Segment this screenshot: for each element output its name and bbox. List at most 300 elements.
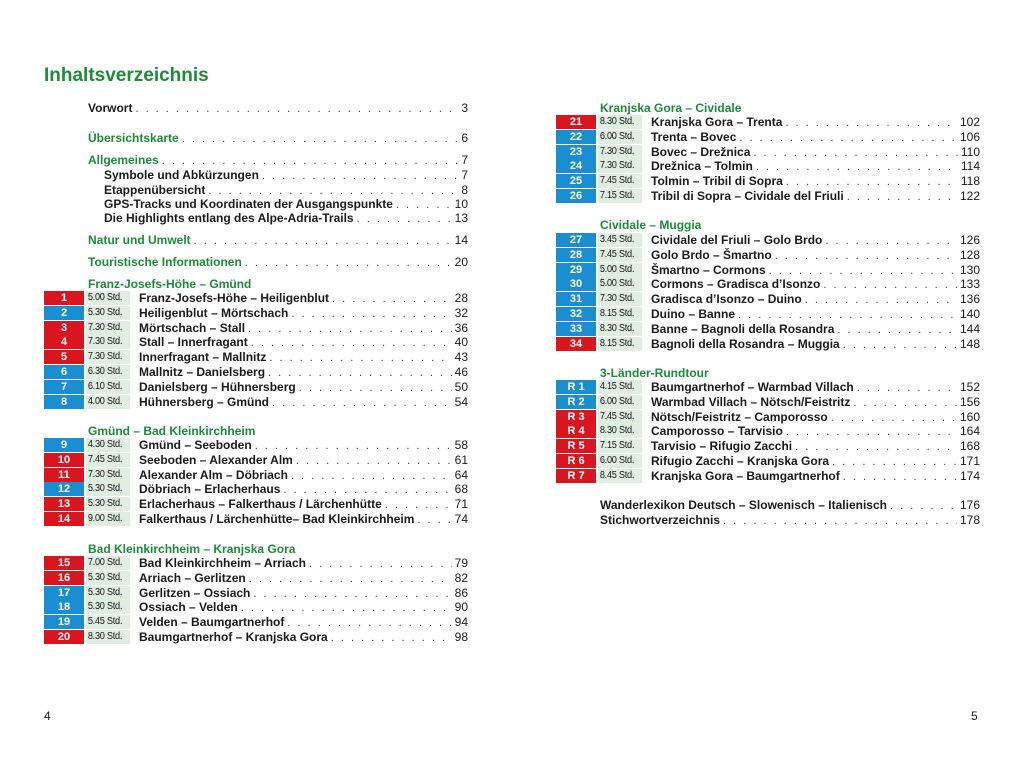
stage-route-entry (139, 586, 468, 601)
stage-route-entry (651, 130, 980, 145)
stage-row (44, 438, 468, 453)
leader-dots (309, 557, 452, 571)
stage-row (556, 322, 980, 337)
stage-row (44, 365, 468, 380)
leader-dots (753, 146, 957, 160)
toc-entry-page: 8 (461, 183, 468, 197)
stage-route-entry (139, 630, 468, 645)
stage-number-badge: R 4 (556, 424, 596, 438)
toc-subentry (104, 183, 468, 198)
toc-entry (88, 255, 468, 270)
stage-duration: 7.45 Std. (598, 174, 642, 188)
stage-page: 79 (454, 556, 468, 570)
leader-dots (248, 322, 452, 336)
stage-duration: 7.30 Std. (86, 321, 130, 335)
stage-page: 136 (959, 292, 980, 306)
stage-route-entry (139, 556, 468, 571)
stage-route-entry (139, 350, 468, 365)
leader-dots (272, 396, 452, 410)
leader-dots (843, 338, 957, 352)
stage-row (556, 277, 980, 292)
stage-number-badge: 33 (556, 322, 596, 336)
stage-number-badge: 18 (44, 600, 84, 614)
stage-duration: 8.45 Std. (598, 469, 642, 483)
stage-duration: 7.30 Std. (598, 292, 642, 306)
stage-route-entry (651, 410, 980, 425)
stage-number-badge: 14 (44, 512, 84, 526)
stage-route-entry (651, 159, 980, 174)
stage-route: Camporosso – Tarvisio (651, 424, 783, 438)
section-heading: Kranjska Gora – Cividale (600, 101, 742, 115)
stage-duration: 7.45 Std. (86, 453, 130, 467)
stage-page: 174 (959, 469, 980, 483)
stage-duration: 6.00 Std. (598, 454, 642, 468)
stage-route: Velden – Baumgartnerhof (139, 615, 285, 629)
stage-route-entry (651, 454, 980, 469)
toc-entry-page: 7 (461, 168, 468, 182)
stage-route: Baumgartnerhof – Warmbad Villach (651, 380, 854, 394)
leader-dots (837, 323, 957, 337)
stage-page: 54 (454, 395, 468, 409)
stage-number-badge: 4 (44, 335, 84, 349)
stage-row (556, 189, 980, 204)
stage-route: Cividale del Friuli – Golo Brdo (651, 233, 823, 247)
stage-route: Tolmin – Tribil di Sopra (651, 174, 783, 188)
stage-number-badge: R 6 (556, 454, 596, 468)
stage-route: Danielsberg – Hühnersberg (139, 380, 296, 394)
toc-entry-title: Symbole und Abkürzungen (104, 168, 259, 182)
stage-page: 58 (454, 438, 468, 452)
stage-number-badge: 5 (44, 350, 84, 364)
stage-route: Mallnitz – Danielsberg (139, 365, 266, 379)
stage-route: Mörtschach – Stall (139, 321, 246, 335)
stage-duration: 7.45 Std. (598, 410, 642, 424)
leader-dots (825, 234, 957, 248)
toc-entry-title: Vorwort (88, 101, 133, 115)
stage-row (556, 410, 980, 425)
stage-number-badge: 24 (556, 159, 596, 173)
stage-duration: 6.00 Std. (598, 130, 642, 144)
leader-dots (795, 440, 957, 454)
stage-row (556, 454, 980, 469)
leader-dots (723, 514, 957, 529)
stage-route-entry (651, 424, 980, 439)
stage-page: 28 (454, 291, 468, 305)
stage-route: Banne – Bagnoli della Rosandra (651, 322, 835, 336)
stage-row (556, 439, 980, 454)
leader-dots (786, 425, 957, 439)
stage-page: 164 (959, 424, 980, 438)
stage-page: 156 (959, 395, 980, 409)
toc-entry (88, 131, 468, 146)
stage-route: Franz-Josefs-Höhe – Heiligenblut (139, 291, 330, 305)
stage-page: 152 (959, 380, 980, 394)
stage-number-badge: 23 (556, 145, 596, 159)
stage-route: Falkerthaus / Lärchenhütte– Bad Kleinkirchheim (139, 512, 415, 526)
stage-row (556, 292, 980, 307)
stage-row (44, 615, 468, 630)
leader-dots (785, 116, 957, 130)
stage-page: 106 (959, 130, 980, 144)
stage-row (556, 233, 980, 248)
stage-duration: 5.30 Std. (86, 571, 130, 585)
stage-route-entry (139, 497, 468, 512)
leader-dots (269, 351, 451, 365)
stage-duration: 7.30 Std. (86, 335, 130, 349)
leader-dots (769, 264, 957, 278)
stage-row (556, 115, 980, 130)
stage-number-badge: R 5 (556, 439, 596, 453)
stage-route: Drežnica – Tolmin (651, 159, 753, 173)
stage-number-badge: 34 (556, 337, 596, 351)
stage-route: Döbriach – Erlacherhaus (139, 482, 281, 496)
stage-route-entry (139, 482, 468, 497)
stage-page: 130 (959, 263, 980, 277)
stage-page: 171 (959, 454, 980, 468)
page-number-right: 5 (971, 709, 978, 723)
leader-dots (262, 169, 458, 184)
toc-entry-title: Touristische Informationen (88, 255, 242, 269)
stage-number-badge: R 2 (556, 395, 596, 409)
stage-row (556, 145, 980, 160)
stage-route-entry (139, 615, 468, 630)
stage-row (556, 337, 980, 352)
stage-row (556, 307, 980, 322)
toc-entry-page: 176 (959, 498, 980, 512)
stage-duration: 9.00 Std. (86, 512, 130, 526)
leader-dots (890, 499, 957, 514)
stage-row (556, 248, 980, 263)
stage-route-entry (651, 307, 980, 322)
stage-row (44, 335, 468, 350)
stage-page: 144 (959, 322, 980, 336)
stage-route-entry (651, 174, 980, 189)
stage-row (44, 600, 468, 615)
leader-dots (182, 132, 459, 147)
stage-route: Alexander Alm – Döbriach (139, 468, 288, 482)
stage-route: Arriach – Gerlitzen (139, 571, 246, 585)
stage-route-entry (651, 469, 980, 484)
stage-page: 118 (960, 174, 980, 188)
stage-page: 94 (454, 615, 468, 629)
stage-page: 32 (454, 306, 468, 320)
stage-route: Rifugio Zacchi – Kranjska Gora (651, 454, 830, 468)
stage-row (44, 468, 468, 483)
stage-page: 160 (959, 410, 980, 424)
stage-duration: 7.15 Std. (598, 189, 642, 203)
stage-duration: 7.30 Std. (86, 468, 130, 482)
stage-route-entry (651, 277, 980, 292)
stage-route: Trenta – Bovec (651, 130, 737, 144)
stage-route: Cormons – Gradisca d’Isonzo (651, 277, 821, 291)
stage-page: 122 (959, 189, 980, 203)
stage-duration: 3.45 Std. (598, 233, 642, 247)
stage-route: Innerfragant – Mallnitz (139, 350, 267, 364)
stage-number-badge: 6 (44, 365, 84, 379)
stage-row (44, 482, 468, 497)
stage-route: Baumgartnerhof – Kranjska Gora (139, 630, 328, 644)
stage-duration: 5.00 Std. (598, 277, 642, 291)
stage-number-badge: 32 (556, 307, 596, 321)
section-heading: 3-Länder-Rundtour (600, 366, 709, 380)
stage-duration: 8.30 Std. (86, 630, 130, 644)
stage-number-badge: 17 (44, 586, 84, 600)
toc-entry-title: Etappenübersicht (104, 183, 206, 197)
stage-route: Kranjska Gora – Baumgartnerhof (651, 469, 840, 483)
stage-page: 128 (959, 248, 980, 262)
stage-route-entry (139, 395, 468, 410)
stage-route: Ossiach – Velden (139, 600, 238, 614)
leader-dots (823, 278, 957, 292)
stage-duration: 6.10 Std. (86, 380, 130, 394)
stage-number-badge: 29 (556, 263, 596, 277)
stage-number-badge: R 3 (556, 410, 596, 424)
stage-route-entry (651, 189, 980, 204)
toc-entry-page: 178 (959, 513, 980, 527)
toc-entry (88, 101, 468, 116)
toc-entry-page: 10 (454, 197, 468, 211)
stage-number-badge: 9 (44, 438, 84, 452)
stage-row (556, 263, 980, 278)
stage-duration: 7.30 Std. (598, 159, 642, 173)
stage-route: Kranjska Gora – Trenta (651, 115, 783, 129)
stage-route-entry (139, 291, 468, 306)
stage-route-entry (139, 453, 468, 468)
stage-route: Gradisca d’Isonzo – Duino (651, 292, 802, 306)
stage-duration: 5.45 Std. (86, 615, 130, 629)
stage-route-entry (139, 512, 468, 527)
toc-entry (600, 498, 980, 513)
toc-entry-title: Wanderlexikon Deutsch – Slowenisch – Italienisch (600, 498, 887, 512)
leader-dots (299, 381, 452, 395)
stage-number-badge: 2 (44, 306, 84, 320)
stage-route: Gerlitzen – Ossiach (139, 586, 251, 600)
stage-route-entry (139, 600, 468, 615)
stage-row (556, 380, 980, 395)
leader-dots (251, 336, 452, 350)
stage-route-entry (651, 322, 980, 337)
leader-dots (357, 212, 452, 227)
section-heading: Bad Kleinkirchheim – Kranjska Gora (88, 542, 296, 556)
stage-route: Seeboden – Alexander Alm (139, 453, 293, 467)
leader-dots (786, 175, 958, 189)
leader-dots (832, 455, 957, 469)
stage-row (44, 321, 468, 336)
toc-subentry (104, 168, 468, 183)
leader-dots (775, 249, 957, 263)
stage-row (44, 395, 468, 410)
stage-number-badge: R 7 (556, 469, 596, 483)
stage-number-badge: 30 (556, 277, 596, 291)
stage-page: 40 (454, 335, 468, 349)
stage-number-badge: 25 (556, 174, 596, 188)
toc-entry-title: Die Highlights entlang des Alpe-Adria-Trails (104, 211, 354, 225)
toc-entry-title: GPS-Tracks und Koordinaten der Ausgangspunkte (104, 197, 393, 211)
stage-number-badge: 20 (44, 630, 84, 644)
leader-dots (255, 439, 452, 453)
leader-dots (291, 307, 451, 321)
stage-row (44, 556, 468, 571)
stage-duration: 5.30 Std. (86, 586, 130, 600)
stage-page: 50 (454, 380, 468, 394)
stage-route-entry (139, 468, 468, 483)
stage-route-entry (651, 233, 980, 248)
toc-subentry (104, 211, 468, 226)
stage-duration: 8.30 Std. (598, 322, 642, 336)
stage-duration: 7.30 Std. (86, 350, 130, 364)
stage-number-badge: 3 (44, 321, 84, 335)
stage-route-entry (651, 292, 980, 307)
stage-page: 36 (454, 321, 468, 335)
stage-page: 168 (959, 439, 980, 453)
leader-dots (417, 513, 451, 527)
stage-route-entry (139, 321, 468, 336)
stage-route-entry (139, 306, 468, 321)
leader-dots (332, 292, 452, 306)
stage-route: Erlacherhaus – Falkerthaus / Lärchenhütte (139, 497, 382, 511)
toc-entry-title: Übersichtskarte (88, 131, 179, 145)
stage-duration: 7.45 Std. (598, 248, 642, 262)
section-heading: Franz-Josefs-Höhe – Gmünd (88, 277, 252, 291)
stage-row (44, 630, 468, 645)
stage-number-badge: 1 (44, 291, 84, 305)
stage-row (44, 380, 468, 395)
stage-route: Bad Kleinkirchheim – Arriach (139, 556, 306, 570)
stage-duration: 8.15 Std. (598, 307, 642, 321)
toc-entry-page: 14 (454, 233, 468, 247)
stage-page: 64 (454, 468, 468, 482)
stage-row (44, 350, 468, 365)
leader-dots (385, 498, 452, 512)
stage-route-entry (139, 438, 468, 453)
stage-route: Heiligenblut – Mörtschach (139, 306, 289, 320)
stage-duration: 4.00 Std. (86, 395, 130, 409)
toc-entry-page: 6 (461, 131, 468, 145)
stage-page: 71 (454, 497, 468, 511)
stage-duration: 5.30 Std. (86, 600, 130, 614)
stage-route: Tarvisio – Rifugio Zacchi (651, 439, 793, 453)
toc-subentry (104, 197, 468, 212)
stage-number-badge: 7 (44, 380, 84, 394)
stage-row (556, 159, 980, 174)
stage-route: Duino – Banne (651, 307, 736, 321)
stage-route-entry (651, 248, 980, 263)
stage-page: 148 (959, 337, 980, 351)
stage-page: 114 (960, 159, 980, 173)
stage-duration: 7.30 Std. (598, 145, 642, 159)
stage-number-badge: 11 (44, 468, 84, 482)
toc-entry-page: 7 (461, 153, 468, 167)
leader-dots (805, 293, 957, 307)
leader-dots (135, 102, 458, 117)
stage-row (44, 571, 468, 586)
stage-number-badge: 10 (44, 453, 84, 467)
stage-route-entry (651, 380, 980, 395)
stage-route-entry (139, 380, 468, 395)
stage-duration: 7.15 Std. (598, 439, 642, 453)
page-number-left: 4 (44, 709, 51, 723)
leader-dots (287, 616, 451, 630)
leader-dots (253, 587, 451, 601)
leader-dots (291, 469, 452, 483)
leader-dots (857, 381, 957, 395)
leader-dots (847, 190, 957, 204)
stage-route-entry (651, 337, 980, 352)
stage-duration: 8.30 Std. (598, 424, 642, 438)
stage-page: 86 (454, 586, 468, 600)
stage-row (556, 174, 980, 189)
stage-row (44, 453, 468, 468)
stage-number-badge: 8 (44, 395, 84, 409)
stage-duration: 8.15 Std. (598, 337, 642, 351)
stage-number-badge: 21 (556, 115, 596, 129)
leader-dots (331, 631, 452, 645)
section-heading: Cividale – Muggia (600, 218, 702, 232)
toc-entry (88, 233, 468, 248)
stage-duration: 4.15 Std. (598, 380, 642, 394)
stage-route-entry (651, 263, 980, 278)
stage-number-badge: 22 (556, 130, 596, 144)
stage-number-badge: R 1 (556, 380, 596, 394)
stage-number-badge: 19 (44, 615, 84, 629)
stage-number-badge: 16 (44, 571, 84, 585)
toc-entry-title: Allgemeines (88, 153, 159, 167)
leader-dots (853, 396, 957, 410)
stage-row (44, 497, 468, 512)
page-title: Inhaltsverzeichnis (44, 65, 209, 86)
stage-page: 102 (959, 115, 980, 129)
stage-route-entry (139, 571, 468, 586)
stage-row (556, 424, 980, 439)
stage-duration: 5.00 Std. (598, 263, 642, 277)
stage-row (556, 395, 980, 410)
stage-route-entry (651, 115, 980, 130)
stage-page: 98 (454, 630, 468, 644)
toc-entry (88, 153, 468, 168)
stage-route: Nötsch/Feistritz – Camporosso (651, 410, 828, 424)
stage-route: Tribil di Sopra – Cividale del Friuli (651, 189, 844, 203)
stage-route: Hühnersberg – Gmünd (139, 395, 270, 409)
stage-page: 110 (960, 145, 980, 159)
stage-duration: 4.30 Std. (86, 438, 130, 452)
stage-page: 43 (454, 350, 468, 364)
stage-number-badge: 15 (44, 556, 84, 570)
leader-dots (194, 234, 452, 249)
leader-dots (283, 483, 451, 497)
stage-duration: 6.30 Std. (86, 365, 130, 379)
stage-route-entry (139, 335, 468, 350)
stage-duration: 5.30 Std. (86, 482, 130, 496)
stage-page: 74 (454, 512, 468, 526)
stage-number-badge: 27 (556, 233, 596, 247)
stage-route-entry (651, 439, 980, 454)
stage-number-badge: 12 (44, 482, 84, 496)
section-heading: Gmünd – Bad Kleinkirchheim (88, 424, 256, 438)
stage-row (44, 306, 468, 321)
stage-route-entry (651, 395, 980, 410)
leader-dots (241, 601, 452, 615)
stage-number-badge: 28 (556, 248, 596, 262)
stage-page: 61 (454, 453, 468, 467)
stage-duration: 8.30 Std. (598, 115, 642, 129)
leader-dots (296, 454, 452, 468)
toc-entry (600, 513, 980, 528)
stage-row (44, 291, 468, 306)
leader-dots (739, 131, 957, 145)
stage-page: 82 (454, 571, 468, 585)
stage-duration: 5.30 Std. (86, 306, 130, 320)
stage-route-entry (651, 145, 980, 160)
